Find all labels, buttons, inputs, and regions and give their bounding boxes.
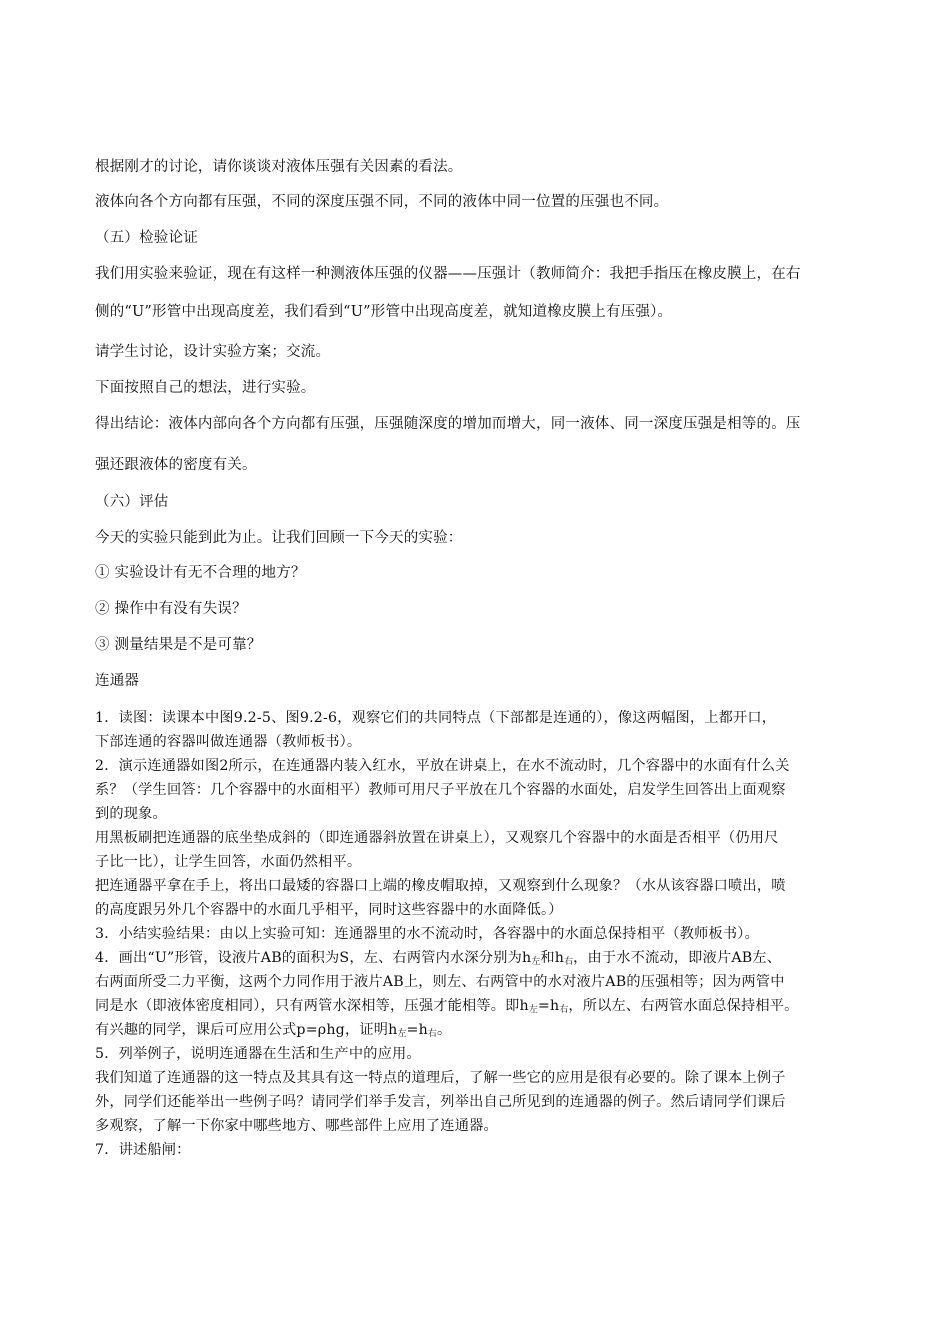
list-item-design: ① 实验设计有无不合理的地方？: [95, 565, 306, 581]
item-4-line-1-text-a: 4．画出“U”形管，设液片AB的面积为S，左、右两管内水深分别为h: [95, 950, 532, 966]
subscript-left: 左: [397, 1029, 407, 1039]
paragraph-gauge-line-1: 我们用实验来验证，现在有这样一种测液体压强的仪器——压强计（教师简介：我把手指压在橡皮膜上，在右: [95, 266, 801, 282]
item-2-line-1: 2．演示连通器如图2所示，在连通器内装入红水，平放在讲桌上，在水不流动时，几个容器中的水面有什么关: [95, 758, 790, 774]
item-4-line-2: 右两面所受二力平衡，这两个力同作用于液片AB上，则左、右两管中的水对液片AB的压强相等；因为两管中: [95, 974, 785, 990]
subscript-left: 左: [528, 1005, 538, 1015]
item-7-ship-lock: 7．讲述船闸：: [95, 1142, 191, 1158]
section-heading-evaluate: （六）评估: [95, 494, 169, 510]
item-4-line-4-text-c: 。: [436, 1022, 452, 1038]
examples-line-1: 我们知道了连通器的这一特点及其具有这一特点的道理后，了解一些它的应用是很有必要的。除了课本上例子: [95, 1070, 786, 1086]
paragraph-discussion-prompt: 根据刚才的讨论，请你谈谈对液体压强有关因素的看法。: [95, 159, 463, 175]
paragraph-discuss-plan: 请学生讨论，设计实验方案；交流。: [95, 344, 331, 360]
list-item-reliability: ③ 测量结果是不是可靠？: [95, 637, 262, 653]
item-2-line-3: 到的现象。: [95, 806, 167, 822]
tilt-paragraph-line-1: 用黑板刷把连通器的底坐垫成斜的（即连通器斜放置在讲桌上），又观察几个容器中的水面是否相平（仍用尺: [95, 830, 779, 846]
item-4-line-4-text-b: =h: [406, 1022, 428, 1038]
section-heading-connected-vessel: 连通器: [95, 673, 140, 689]
subscript-right: 右: [427, 1029, 437, 1039]
paragraph-conclusion-line-2: 强还跟液体的密度有关。: [95, 457, 257, 473]
cap-paragraph-line-1: 把连通器平拿在手上，将出口最矮的容器口上端的橡皮帽取掉，又观察到什么现象？（水从该容器口喷出，喷: [95, 878, 786, 894]
item-5-heading: 5．列举例子，说明连通器在生活和生产中的应用。: [95, 1046, 421, 1062]
examples-line-2: 外，同学们还能举出一些例子吗？请同学们举手发言，列举出自己所见到的连通器的例子。然后请同学们课后: [95, 1094, 786, 1110]
paragraph-review-intro: 今天的实验只能到此为止。让我们回顾一下今天的实验：: [95, 530, 463, 546]
item-4-line-1-text-b: 和h: [540, 950, 565, 966]
paragraph-conclusion-line-1: 得出结论：液体内部向各个方向都有压强，压强随深度的增加而增大，同一液体、同一深度压强是相等的。压: [95, 416, 801, 432]
item-4-line-4-text-a: 有兴趣的同学，课后可应用公式p=ρhg，证明h: [95, 1022, 398, 1038]
subscript-right: 右: [559, 1005, 569, 1015]
examples-line-3: 多观察，了解一下你家中哪些地方、哪些部件上应用了连通器。: [95, 1118, 498, 1134]
paragraph-gauge-line-2: 侧的“U”形管中出现高度差，我们看到“U”形管中出现高度差，就知道橡皮膜上有压强）。: [95, 304, 673, 320]
item-1-line-1: 1．读图：读课本中图9.2-5、图9.2-6，观察它们的共同特点（下部都是连通的），像这两幅图，上都开口，: [95, 710, 777, 726]
item-3-summary: 3．小结实验结果：由以上实验可知：连通器里的水不流动时，各容器中的水面总保持相平（教师板书）。: [95, 926, 759, 942]
section-heading-verify: （五）检验论证: [95, 230, 198, 246]
item-1-line-2: 下部连通的容器叫做连通器（教师板书）。: [95, 734, 362, 750]
item-4-line-1-text-c: ，由于水不流动，即液片AB左、: [573, 950, 782, 966]
paragraph-pressure-view: 液体向各个方向都有压强，不同的深度压强不同，不同的液体中同一位置的压强也不同。: [95, 194, 669, 210]
tilt-paragraph-line-2: 子比一比），让学生回答，水面仍然相平。: [95, 854, 362, 870]
item-4-line-3-text-b: =h: [537, 998, 560, 1014]
item-2-line-2: 系？（学生回答：几个容器中的水面相平）教师可用尺子平放在几个容器的水面处，启发学生回答出上面观察: [95, 782, 786, 798]
list-item-operation: ② 操作中有没有失误？: [95, 601, 247, 617]
subscript-right: 右: [564, 957, 574, 967]
item-4-line-3-text-a: 同是水（即液体密度相同），只有两管水深相等，压强才能相等。即h: [95, 998, 529, 1014]
paragraph-do-experiment: 下面按照自己的想法，进行实验。: [95, 380, 316, 396]
item-4-line-3-text-c: ，所以左、右两管水面总保持相平。: [568, 998, 799, 1014]
cap-paragraph-line-2: 的高度跟另外几个容器中的水面几乎相平，同时这些容器中的水面降低。）: [95, 902, 563, 918]
subscript-left: 左: [531, 957, 541, 967]
